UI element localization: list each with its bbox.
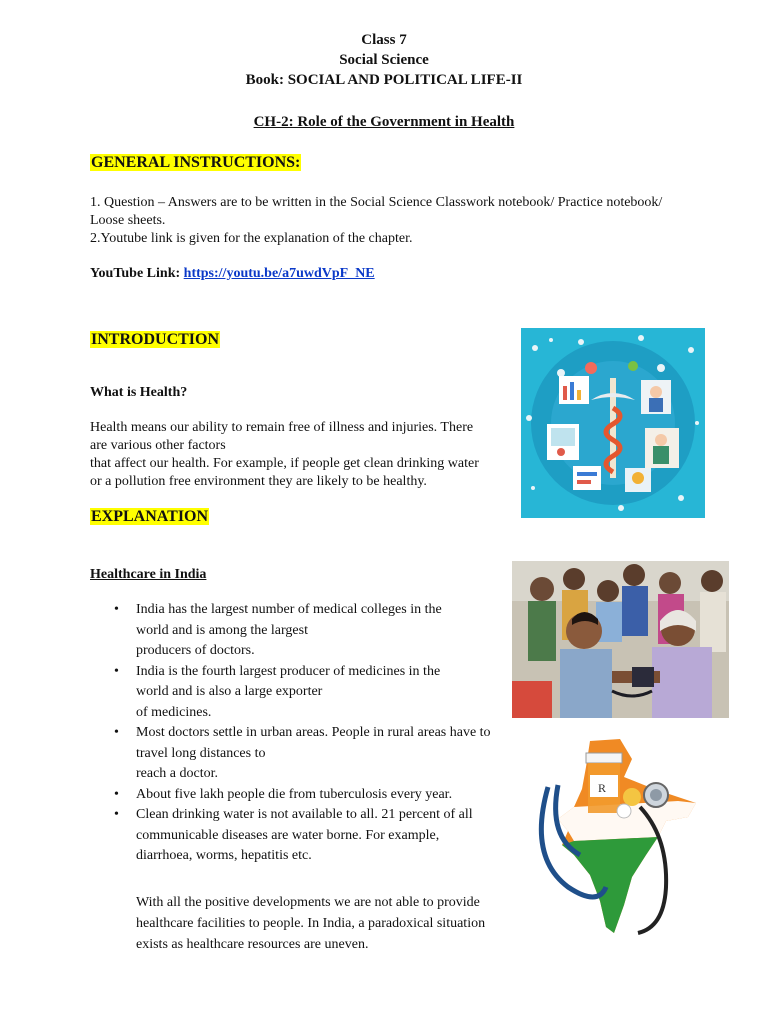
bullet-line: world and is also a large exporter [136,684,323,699]
instruction-item-1 [90,194,730,230]
explanation-heading-text: EXPLANATION [91,508,209,525]
explanation-heading [90,508,209,526]
list-item [112,600,522,662]
chapter-title: CH-2: Role of the Government in Health [253,114,515,130]
intro-line: Health means our ability to remain free of illness and injuries. There [90,420,474,435]
list-item [112,662,522,724]
health-infographic-image [521,328,705,518]
bullet-line: • Clean drinking water is not available to all. 21 percent of all [136,807,473,822]
instruction-item-1-line-1: 1. Question – Answers are to be written in the Social Science Classwork notebook/ Practice notebook/ [90,195,663,210]
bullet-line: • About five lakh people die from tuberculosis every year. [136,786,453,802]
bullet-line: travel long distances to [136,745,266,761]
list-item [112,723,522,785]
closing-line: healthcare facilities to people. In India, a paradoxical situation [136,916,486,931]
closing-line: exists as healthcare resources are uneven. [136,937,369,952]
introduction-heading-text: INTRODUCTION [91,331,220,348]
healthcare-bullet-list [112,600,522,867]
bullet-line: • Most doctors settle in urban areas. People in rural areas have to [136,725,491,740]
health-definition-paragraph [90,419,515,491]
intro-line: or a pollution free environment they are likely to be healthy. [90,474,427,489]
bullet-line: of medicines. [136,704,212,720]
youtube-link[interactable]: https://youtu.be/a7uwdVpF_NE [183,266,375,281]
youtube-label: YouTube Link: [90,266,181,281]
closing-paragraph [136,892,536,955]
bullet-line: • India has the largest number of medical colleges in the [136,602,442,617]
healthcare-in-india-subheading: Healthcare in India [90,567,207,582]
general-instructions-heading [90,154,301,172]
closing-line: With all the positive developments we are not able to provide [136,895,480,910]
bullet-line: diarrhoea, worms, hepatitis etc. [136,848,312,863]
svg-text:R: R [598,781,607,795]
bullet-line: reach a doctor. [136,766,219,781]
instruction-item-1-line-2: Loose sheets. [90,213,166,228]
list-item [112,805,522,867]
class-line: Class 7 [361,32,407,48]
intro-line: that affect our health. For example, if people get clean drinking water [90,456,479,471]
india-healthcare-map-image [528,737,702,945]
bullet-line: world and is among the largest [136,622,308,638]
book-line: Book: SOCIAL AND POLITICAL LIFE-II [245,72,523,88]
bullet-line: communicable diseases are water borne. For example, [136,827,440,843]
bullet-line: producers of doctors. [136,643,255,658]
introduction-heading [90,331,220,349]
instruction-item-2: 2.Youtube link is given for the explanation of the chapter. [90,231,413,246]
intro-line: are various other factors [90,438,226,453]
what-is-health-question: What is Health? [90,385,188,400]
health-checkup-photo [512,561,729,718]
general-instructions-heading-text: GENERAL INSTRUCTIONS: [91,154,301,171]
subject-line: Social Science [339,52,429,68]
list-item [112,785,522,806]
youtube-row [90,265,375,283]
bullet-line: • India is the fourth largest producer of medicines in the [136,663,441,679]
